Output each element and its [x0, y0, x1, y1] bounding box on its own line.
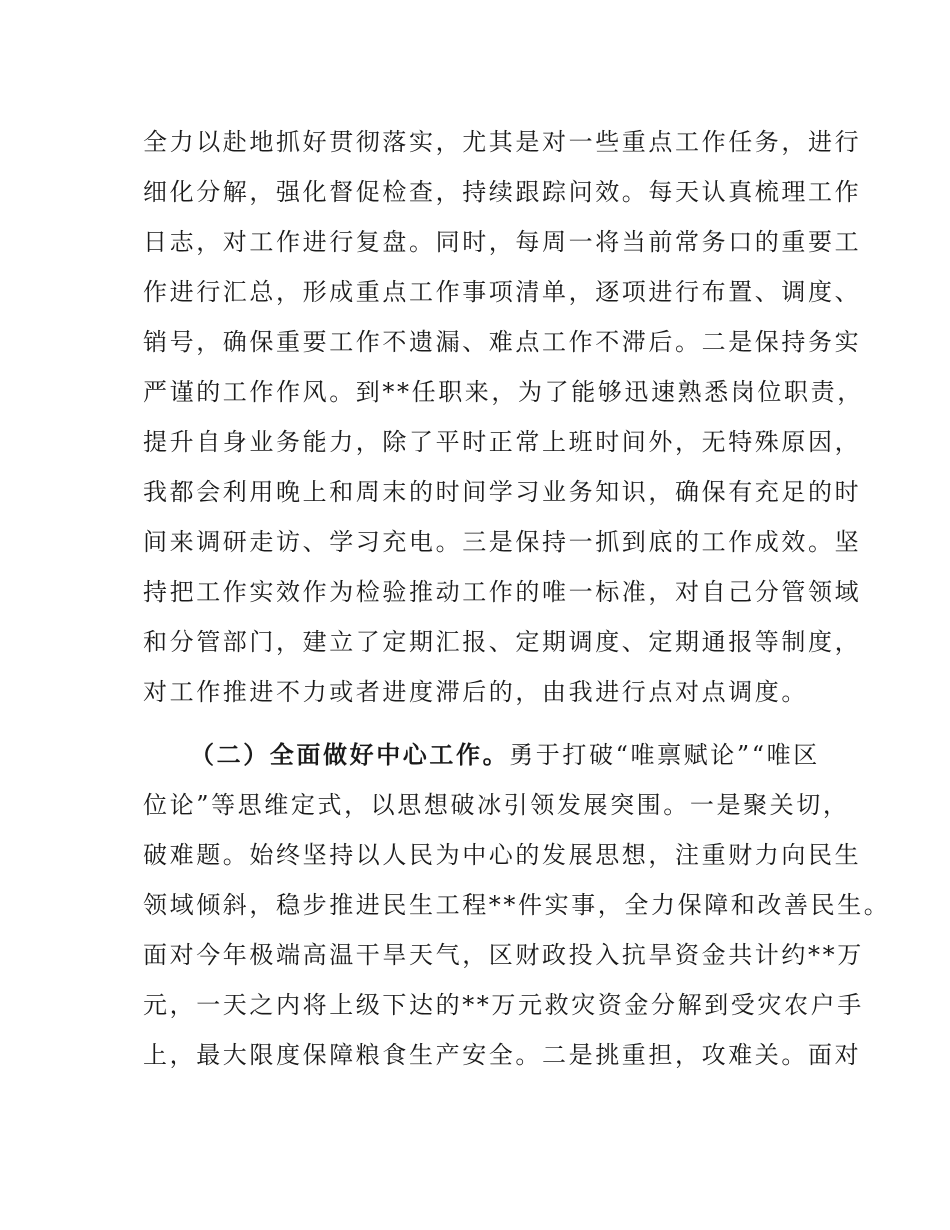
paragraph-first-line: [190, 740, 820, 770]
text-line: 面对今年极端高温干旱天气，区财政投入抗旱资金共计约**万: [143, 941, 864, 969]
text-line: 对工作推进不力或者进度滞后的，由我进行点对点调度。: [143, 678, 808, 706]
text-line: 间来调研走访、学习充电。三是保持一抓到底的工作成效。坚: [143, 528, 862, 556]
text-line: 持把工作实效作为检验推动工作的唯一标准，对自己分管领域: [143, 578, 862, 606]
section-heading: （二）全面做好中心工作。: [190, 741, 510, 769]
text-run: 勇于打破“唯禀赋论”“唯区: [509, 741, 820, 769]
text-line: 领域倾斜，稳步推进民生工程**件实事，全力保障和改善民生。: [143, 891, 891, 919]
text-line: 位论”等思维定式，以思想破冰引领发展突围。一是聚关切，: [143, 791, 850, 819]
text-line: 全力以赴地抓好贯彻落实，尤其是对一些重点工作任务，进行: [143, 128, 862, 156]
text-line: 上，最大限度保障粮食生产安全。二是挑重担，攻难关。面对: [143, 1041, 862, 1069]
text-line: 日志，对工作进行复盘。同时，每周一将当前常务口的重要工: [143, 228, 862, 256]
text-line: 细化分解，强化督促检查，持续跟踪问效。每天认真梳理工作: [143, 178, 862, 206]
text-line: 破难题。始终坚持以人民为中心的发展思想，注重财力向民生: [143, 841, 862, 869]
text-line: 和分管部门，建立了定期汇报、定期调度、定期通报等制度，: [143, 628, 862, 656]
text-line: 元，一天之内将上级下达的**万元救灾资金分解到受灾农户手: [143, 991, 864, 1019]
text-line: 严谨的工作作风。到**任职来，为了能够迅速熟悉岗位职责，: [143, 378, 864, 406]
text-line: 提升自身业务能力，除了平时正常上班时间外，无特殊原因，: [143, 428, 862, 456]
text-line: 作进行汇总，形成重点工作事项清单，逐项进行布置、调度、: [143, 278, 862, 306]
text-line: 我都会利用晚上和周末的时间学习业务知识，确保有充足的时: [143, 478, 862, 506]
text-line: 销号，确保重要工作不遗漏、难点工作不滞后。二是保持务实: [143, 328, 862, 356]
